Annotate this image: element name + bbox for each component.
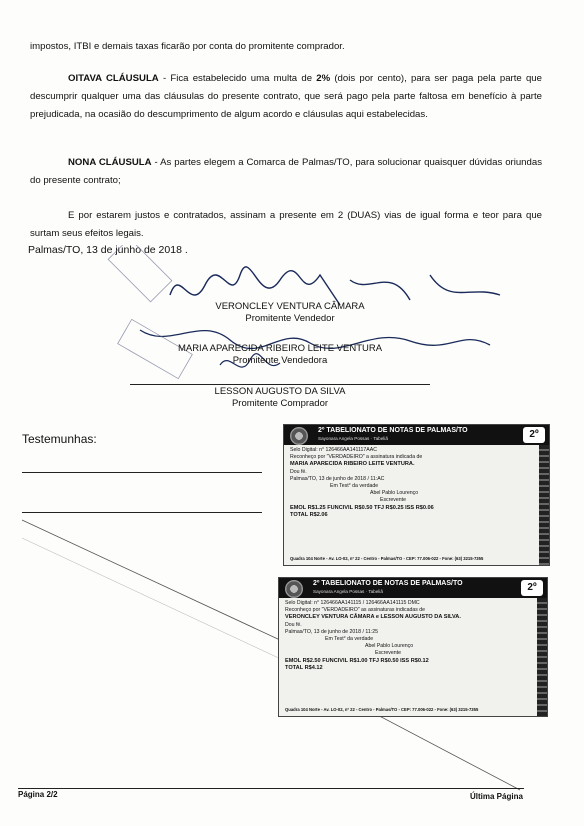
seal-date: Palmas/TO, 13 de junho de 2018 / 11:AC bbox=[290, 475, 385, 482]
seal-address: Quadra 104 Norte - Av. LO-02, nº 22 - Centro - Palmas/TO - CEP: 77.006-022 - Fone: (63) 3215-7355 bbox=[285, 706, 479, 712]
seal-edge-strip bbox=[539, 445, 549, 565]
notary-seal-2 bbox=[278, 577, 548, 717]
notary-name: Sayonara Angela Possas · Tabeliã bbox=[318, 436, 388, 441]
seal-dou-fe: Dou fé. bbox=[290, 468, 307, 475]
seal-address: Quadra 104 Norte - Av. LO-02, nº 22 - Centro - Palmas/TO - CEP: 77.006-022 - Fone: (63) 3215-7355 bbox=[290, 555, 484, 561]
signer-role-2: Promitente Vendedora bbox=[232, 355, 328, 366]
seal-test: Em Test° da verdade bbox=[325, 636, 374, 643]
signer-role-1: Promitente Vendedor bbox=[245, 313, 335, 324]
signer-name-2: MARIA APARECIDA RIBEIRO LEITE VENTURA bbox=[177, 343, 383, 354]
seal-dou-fe: Dou fé. bbox=[285, 621, 302, 628]
seal-parties: VERONCLEY VENTURA CÂMARA e LESSON AUGUSTO DA SILVA. bbox=[285, 614, 461, 621]
notary-logo-icon: 2º bbox=[521, 580, 543, 596]
notary-office: 2º TABELIONATO DE NOTAS DE PALMAS/TO bbox=[318, 427, 468, 434]
witness-line-1 bbox=[22, 472, 262, 473]
closing-text: E por estarem justos e contratados, assinam a presente em 2 (DUAS) vias de igual forma e teor para que surtam seus efeitos legais. bbox=[30, 210, 542, 239]
signature-line-buyer bbox=[130, 384, 430, 385]
seal-clerk-role: Escrevente bbox=[375, 650, 401, 657]
seal-date: Palmas/TO, 13 de junho de 2018 / 11:25 bbox=[285, 628, 378, 635]
clause-text-oitava-c: (dois por cento), para ser paga pela parte que descumprir qualquer uma das cláusulas do presente contrato, que será pago pela parte faltosa em benefício à parte prejudicada, na ocasião do descumprimento de algum acordo e cláusulas aqui estabelecidas. bbox=[30, 73, 542, 120]
signer-name-3: LESSON AUGUSTO DA SILVA bbox=[214, 386, 346, 397]
signer-name-1: VERONCLEY VENTURA CÂMARA bbox=[215, 301, 365, 312]
notary-name: Sayonara Angela Possas · Tabeliã bbox=[313, 589, 383, 594]
clause-title-oitava: OITAVA CLÁUSULA bbox=[68, 73, 159, 84]
witness-line-2 bbox=[22, 512, 262, 513]
notary-seal-1 bbox=[283, 424, 550, 566]
seal-test: Em Test° da verdade bbox=[330, 483, 379, 490]
last-page-label: Última Página bbox=[470, 792, 523, 801]
coat-of-arms-icon bbox=[285, 580, 303, 598]
signer-role-3: Promitente Comprador bbox=[231, 398, 329, 409]
clause-text-oitava-a: - Fica estabelecido uma multa de bbox=[158, 73, 317, 84]
signature-block-seller-2 bbox=[130, 343, 430, 367]
notary-seal-header bbox=[284, 425, 549, 445]
signature-block-buyer bbox=[160, 386, 400, 410]
witnesses-label: Testemunhas: bbox=[22, 432, 97, 446]
seal-total: TOTAL R$2.06 bbox=[290, 511, 328, 518]
paragraph-taxes bbox=[30, 38, 542, 56]
seal-clerk: Abel Pablo Lourenço bbox=[365, 643, 414, 650]
clause-title-nona: NONA CLÁUSULA bbox=[68, 157, 152, 168]
seal-parties: MARIA APARECIDA RIBEIRO LEITE VENTURA. bbox=[290, 461, 415, 468]
notary-office: 2º TABELIONATO DE NOTAS DE PALMAS/TO bbox=[313, 580, 463, 587]
paragraph-oitava bbox=[30, 70, 542, 124]
notary-logo-icon: 2º bbox=[523, 427, 545, 443]
clause-penalty-value: 2% bbox=[316, 73, 331, 84]
seal-fees: EMOL R$1.25 FUNCIVIL R$0.50 TFJ R$0.25 ISS R$0.06 bbox=[290, 504, 434, 511]
seal-total: TOTAL R$4.12 bbox=[285, 664, 323, 671]
seal-clerk-role: Escrevente bbox=[380, 497, 406, 504]
signature-block-seller bbox=[175, 301, 405, 325]
clause-text-nona: - As partes elegem a Comarca de Palmas/TO, para solucionar quaisquer dúvidas oriundas do presente contrato; bbox=[30, 157, 542, 186]
coat-of-arms-icon bbox=[290, 427, 308, 445]
place-date: Palmas/TO, 13 de junho de 2018 . bbox=[28, 244, 188, 256]
seal-text: Reconheço por "VERDADEIRO" a assinatura indicada de bbox=[290, 454, 423, 461]
seal-fees: EMOL R$2.50 FUNCIVIL R$1.00 TFJ R$0.50 ISS R$0.12 bbox=[285, 657, 429, 664]
seal-edge-strip bbox=[537, 598, 547, 716]
seal-number: Selo Digital: n° 126466AA141115 / 126466AA141115 DMC bbox=[285, 600, 420, 606]
footer-rule bbox=[18, 788, 524, 789]
notary-seal-header bbox=[279, 578, 547, 598]
text-taxes: impostos, ITBI e demais taxas ficarão por conta do promitente comprador. bbox=[30, 41, 345, 52]
seal-clerk: Abel Pablo Lourenço bbox=[370, 490, 419, 497]
paragraph-nona bbox=[30, 154, 542, 190]
seal-text: Reconheço por "VERDADEIRO" as assinaturas indicadas de bbox=[285, 607, 426, 614]
page-number: Página 2/2 bbox=[18, 790, 58, 799]
paragraph-closing bbox=[30, 207, 542, 243]
seal-number: Selo Digital: n° 126466AA141117AAC bbox=[290, 447, 377, 453]
